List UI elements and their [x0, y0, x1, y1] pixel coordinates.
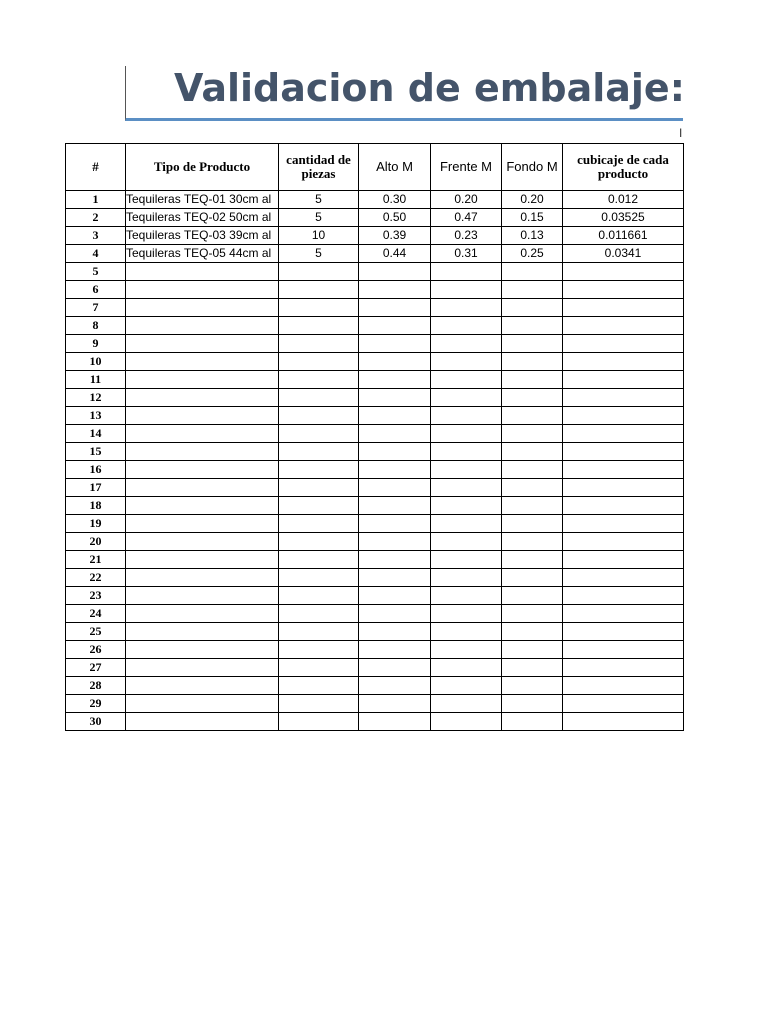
cell-frente[interactable]: [431, 371, 502, 389]
cell-cantidad[interactable]: [279, 659, 359, 677]
cell-num[interactable]: 29: [66, 695, 126, 713]
cell-cantidad[interactable]: [279, 551, 359, 569]
table-row: [66, 659, 684, 677]
cell-fondo[interactable]: [502, 641, 563, 659]
table-row: [66, 569, 684, 587]
table-row: [66, 317, 684, 335]
cell-num[interactable]: 1: [66, 191, 126, 209]
table-row: [66, 533, 684, 551]
cell-cubicaje[interactable]: [563, 695, 684, 713]
table-row: [66, 227, 684, 245]
cell-num[interactable]: 22: [66, 569, 126, 587]
cell-num[interactable]: 9: [66, 335, 126, 353]
cell-cantidad[interactable]: [279, 389, 359, 407]
cell-num[interactable]: 24: [66, 605, 126, 623]
cell-num[interactable]: 15: [66, 443, 126, 461]
cell-alto[interactable]: [359, 263, 431, 281]
cell-cantidad[interactable]: 5: [279, 245, 359, 263]
cell-cubicaje[interactable]: [563, 425, 684, 443]
cell-cubicaje[interactable]: [563, 443, 684, 461]
cell-alto[interactable]: 0.30: [359, 191, 431, 209]
cell-alto[interactable]: [359, 641, 431, 659]
cell-num[interactable]: 25: [66, 623, 126, 641]
cell-frente[interactable]: [431, 461, 502, 479]
cell-frente[interactable]: [431, 389, 502, 407]
cell-tipo-producto[interactable]: [126, 371, 279, 389]
cell-fondo[interactable]: [502, 533, 563, 551]
cell-tipo-producto[interactable]: [126, 641, 279, 659]
cell-cubicaje[interactable]: [563, 713, 684, 731]
cell-frente[interactable]: [431, 695, 502, 713]
cell-fondo[interactable]: 0.25: [502, 245, 563, 263]
cell-tipo-producto[interactable]: [126, 299, 279, 317]
cell-num[interactable]: 2: [66, 209, 126, 227]
cell-frente[interactable]: 0.23: [431, 227, 502, 245]
cell-cubicaje[interactable]: [563, 677, 684, 695]
cell-cubicaje[interactable]: [563, 263, 684, 281]
table-row: [66, 263, 684, 281]
table-row: [66, 191, 684, 209]
packing-table: [65, 143, 684, 731]
cell-frente[interactable]: [431, 335, 502, 353]
cell-cubicaje[interactable]: 0.012: [563, 191, 684, 209]
cell-fondo[interactable]: [502, 587, 563, 605]
cell-tipo-producto[interactable]: [126, 443, 279, 461]
cell-cantidad[interactable]: [279, 641, 359, 659]
cell-num[interactable]: 16: [66, 461, 126, 479]
cell-alto[interactable]: [359, 533, 431, 551]
cell-tipo-producto[interactable]: [126, 713, 279, 731]
table-row: [66, 389, 684, 407]
table-row: [66, 281, 684, 299]
cell-frente[interactable]: [431, 515, 502, 533]
cell-cantidad[interactable]: [279, 371, 359, 389]
cell-fondo[interactable]: [502, 281, 563, 299]
cell-cubicaje[interactable]: 0.03525: [563, 209, 684, 227]
cell-tipo-producto[interactable]: [126, 497, 279, 515]
cell-cantidad[interactable]: [279, 335, 359, 353]
cell-cantidad[interactable]: 10: [279, 227, 359, 245]
cell-num[interactable]: 13: [66, 407, 126, 425]
cell-cantidad[interactable]: [279, 497, 359, 515]
cell-tipo-producto[interactable]: [126, 425, 279, 443]
cell-frente[interactable]: [431, 407, 502, 425]
cell-fondo[interactable]: [502, 479, 563, 497]
cell-cubicaje[interactable]: [563, 515, 684, 533]
cell-tipo-producto[interactable]: [126, 389, 279, 407]
cell-cantidad[interactable]: [279, 623, 359, 641]
cell-tipo-producto[interactable]: [126, 695, 279, 713]
table-row: [66, 695, 684, 713]
cell-cubicaje[interactable]: 0.0341: [563, 245, 684, 263]
cell-fondo[interactable]: [502, 461, 563, 479]
cell-num[interactable]: 11: [66, 371, 126, 389]
cell-fondo[interactable]: [502, 677, 563, 695]
cell-num[interactable]: 14: [66, 425, 126, 443]
cell-tipo-producto[interactable]: Tequileras TEQ-01 30cm al: [126, 191, 279, 209]
cell-cantidad[interactable]: [279, 281, 359, 299]
cell-tipo-producto[interactable]: [126, 407, 279, 425]
cell-alto[interactable]: 0.39: [359, 227, 431, 245]
cell-cantidad[interactable]: [279, 299, 359, 317]
cell-tipo-producto[interactable]: [126, 533, 279, 551]
table-row: [66, 371, 684, 389]
cell-fondo[interactable]: 0.20: [502, 191, 563, 209]
cell-frente[interactable]: [431, 263, 502, 281]
cell-frente[interactable]: [431, 659, 502, 677]
cell-cubicaje[interactable]: [563, 497, 684, 515]
cell-cantidad[interactable]: [279, 605, 359, 623]
cell-fondo[interactable]: [502, 425, 563, 443]
table-row: [66, 209, 684, 227]
cell-num[interactable]: 18: [66, 497, 126, 515]
cell-fondo[interactable]: [502, 263, 563, 281]
table-row: [66, 713, 684, 731]
cell-alto[interactable]: [359, 281, 431, 299]
cell-frente[interactable]: [431, 677, 502, 695]
cell-alto[interactable]: [359, 335, 431, 353]
cell-cantidad[interactable]: [279, 425, 359, 443]
cell-cantidad[interactable]: [279, 317, 359, 335]
table-row: [66, 425, 684, 443]
cell-alto[interactable]: [359, 713, 431, 731]
header-frente[interactable]: Frente M: [431, 144, 502, 191]
clipped-cell-mark: I: [679, 126, 683, 140]
cell-tipo-producto[interactable]: [126, 515, 279, 533]
table-row: [66, 605, 684, 623]
cell-num[interactable]: 7: [66, 299, 126, 317]
cell-cantidad[interactable]: [279, 569, 359, 587]
cell-fondo[interactable]: [502, 551, 563, 569]
cell-alto[interactable]: [359, 461, 431, 479]
cell-cubicaje[interactable]: [563, 317, 684, 335]
cell-cubicaje[interactable]: [563, 371, 684, 389]
cell-fondo[interactable]: [502, 605, 563, 623]
table-row: [66, 551, 684, 569]
cell-tipo-producto[interactable]: [126, 317, 279, 335]
cell-frente[interactable]: [431, 533, 502, 551]
cell-cantidad[interactable]: [279, 695, 359, 713]
cell-cantidad[interactable]: [279, 353, 359, 371]
cell-num[interactable]: 27: [66, 659, 126, 677]
cell-fondo[interactable]: [502, 353, 563, 371]
cell-alto[interactable]: [359, 677, 431, 695]
cell-alto[interactable]: [359, 587, 431, 605]
cell-frente[interactable]: [431, 317, 502, 335]
cell-cantidad[interactable]: [279, 263, 359, 281]
cell-num[interactable]: 12: [66, 389, 126, 407]
cell-cantidad[interactable]: [279, 533, 359, 551]
cell-alto[interactable]: [359, 425, 431, 443]
cell-frente[interactable]: [431, 425, 502, 443]
cell-cubicaje[interactable]: [563, 407, 684, 425]
cell-fondo[interactable]: [502, 659, 563, 677]
cell-cantidad[interactable]: [279, 587, 359, 605]
cell-alto[interactable]: [359, 443, 431, 461]
cell-alto[interactable]: 0.44: [359, 245, 431, 263]
cell-frente[interactable]: 0.31: [431, 245, 502, 263]
cell-cubicaje[interactable]: [563, 533, 684, 551]
cell-fondo[interactable]: [502, 389, 563, 407]
cell-frente[interactable]: [431, 641, 502, 659]
cell-frente[interactable]: [431, 281, 502, 299]
cell-fondo[interactable]: [502, 515, 563, 533]
table-row: [66, 353, 684, 371]
cell-cubicaje[interactable]: 0.011661: [563, 227, 684, 245]
cell-cubicaje[interactable]: [563, 353, 684, 371]
cell-cubicaje[interactable]: [563, 389, 684, 407]
cell-num[interactable]: 17: [66, 479, 126, 497]
table-row: [66, 407, 684, 425]
table-row: [66, 641, 684, 659]
cell-frente[interactable]: 0.47: [431, 209, 502, 227]
cell-frente[interactable]: 0.20: [431, 191, 502, 209]
cell-fondo[interactable]: [502, 623, 563, 641]
table-body: [66, 191, 684, 731]
cell-cubicaje[interactable]: [563, 569, 684, 587]
cell-tipo-producto[interactable]: [126, 479, 279, 497]
cell-alto[interactable]: [359, 515, 431, 533]
cell-cantidad[interactable]: 5: [279, 191, 359, 209]
cell-tipo-producto[interactable]: [126, 569, 279, 587]
table-row: [66, 245, 684, 263]
cell-fondo[interactable]: [502, 407, 563, 425]
table-row: [66, 461, 684, 479]
cell-fondo[interactable]: 0.15: [502, 209, 563, 227]
cell-num[interactable]: 8: [66, 317, 126, 335]
cell-fondo[interactable]: [502, 497, 563, 515]
cell-cubicaje[interactable]: [563, 641, 684, 659]
cell-num[interactable]: 30: [66, 713, 126, 731]
cell-cantidad[interactable]: [279, 713, 359, 731]
cell-alto[interactable]: [359, 389, 431, 407]
cell-cantidad[interactable]: [279, 677, 359, 695]
cell-cubicaje[interactable]: [563, 587, 684, 605]
table-row: [66, 515, 684, 533]
cell-fondo[interactable]: [502, 713, 563, 731]
cell-tipo-producto[interactable]: [126, 659, 279, 677]
cell-tipo-producto[interactable]: [126, 551, 279, 569]
cell-frente[interactable]: [431, 299, 502, 317]
cell-alto[interactable]: [359, 605, 431, 623]
cell-cantidad[interactable]: [279, 479, 359, 497]
cell-alto[interactable]: [359, 623, 431, 641]
cell-frente[interactable]: [431, 605, 502, 623]
cell-frente[interactable]: [431, 587, 502, 605]
page-title: Validacion de embalaje:: [174, 66, 685, 110]
cell-frente[interactable]: [431, 497, 502, 515]
header-row: [66, 144, 684, 191]
cell-num[interactable]: 5: [66, 263, 126, 281]
cell-alto[interactable]: [359, 551, 431, 569]
cell-tipo-producto[interactable]: [126, 281, 279, 299]
cell-frente[interactable]: [431, 443, 502, 461]
cell-fondo[interactable]: [502, 371, 563, 389]
cell-alto[interactable]: [359, 569, 431, 587]
cell-alto[interactable]: [359, 407, 431, 425]
cell-tipo-producto[interactable]: Tequileras TEQ-02 50cm al: [126, 209, 279, 227]
cell-num[interactable]: 28: [66, 677, 126, 695]
cell-tipo-producto[interactable]: [126, 263, 279, 281]
cell-fondo[interactable]: 0.13: [502, 227, 563, 245]
cell-frente[interactable]: [431, 551, 502, 569]
table-row: [66, 587, 684, 605]
cell-num[interactable]: 23: [66, 587, 126, 605]
cell-alto[interactable]: [359, 317, 431, 335]
cell-cubicaje[interactable]: [563, 299, 684, 317]
cell-num[interactable]: 26: [66, 641, 126, 659]
cell-frente[interactable]: [431, 569, 502, 587]
cell-tipo-producto[interactable]: [126, 605, 279, 623]
cell-cantidad[interactable]: [279, 443, 359, 461]
cell-num[interactable]: 3: [66, 227, 126, 245]
cell-frente[interactable]: [431, 479, 502, 497]
cell-cantidad[interactable]: [279, 515, 359, 533]
cell-frente[interactable]: [431, 713, 502, 731]
cell-num[interactable]: 21: [66, 551, 126, 569]
cell-cubicaje[interactable]: [563, 281, 684, 299]
cell-alto[interactable]: [359, 353, 431, 371]
header-alto[interactable]: Alto M: [359, 144, 431, 191]
cell-tipo-producto[interactable]: Tequileras TEQ-03 39cm al: [126, 227, 279, 245]
cell-cantidad[interactable]: 5: [279, 209, 359, 227]
cell-cubicaje[interactable]: [563, 551, 684, 569]
cell-tipo-producto[interactable]: Tequileras TEQ-05 44cm al: [126, 245, 279, 263]
cell-tipo-producto[interactable]: [126, 587, 279, 605]
cell-alto[interactable]: [359, 299, 431, 317]
cell-cubicaje[interactable]: [563, 605, 684, 623]
table-row: [66, 443, 684, 461]
cell-fondo[interactable]: [502, 569, 563, 587]
title-area: [125, 66, 683, 121]
cell-fondo[interactable]: [502, 443, 563, 461]
cell-frente[interactable]: [431, 623, 502, 641]
cell-fondo[interactable]: [502, 299, 563, 317]
header-fondo[interactable]: Fondo M: [502, 144, 563, 191]
table-row: [66, 677, 684, 695]
cell-cubicaje[interactable]: [563, 659, 684, 677]
table-row: [66, 299, 684, 317]
cell-alto[interactable]: [359, 371, 431, 389]
cell-tipo-producto[interactable]: [126, 677, 279, 695]
cell-cubicaje[interactable]: [563, 461, 684, 479]
cell-fondo[interactable]: [502, 317, 563, 335]
table-row: [66, 335, 684, 353]
cell-fondo[interactable]: [502, 695, 563, 713]
cell-tipo-producto[interactable]: [126, 335, 279, 353]
cell-tipo-producto[interactable]: [126, 353, 279, 371]
cell-alto[interactable]: 0.50: [359, 209, 431, 227]
cell-cantidad[interactable]: [279, 461, 359, 479]
cell-fondo[interactable]: [502, 335, 563, 353]
cell-tipo-producto[interactable]: [126, 623, 279, 641]
cell-alto[interactable]: [359, 497, 431, 515]
cell-num[interactable]: 4: [66, 245, 126, 263]
cell-alto[interactable]: [359, 659, 431, 677]
cell-num[interactable]: 19: [66, 515, 126, 533]
cell-cubicaje[interactable]: [563, 623, 684, 641]
cell-tipo-producto[interactable]: [126, 461, 279, 479]
cell-alto[interactable]: [359, 695, 431, 713]
header-cantidad[interactable]: cantidad de piezas: [279, 144, 359, 191]
cell-cubicaje[interactable]: [563, 335, 684, 353]
cell-num[interactable]: 20: [66, 533, 126, 551]
table-row: [66, 479, 684, 497]
table-row: [66, 623, 684, 641]
cell-num[interactable]: 10: [66, 353, 126, 371]
cell-alto[interactable]: [359, 479, 431, 497]
cell-frente[interactable]: [431, 353, 502, 371]
header-tipo-producto[interactable]: Tipo de Producto: [126, 144, 279, 191]
cell-cubicaje[interactable]: [563, 479, 684, 497]
header-num[interactable]: #: [66, 144, 126, 191]
cell-num[interactable]: 6: [66, 281, 126, 299]
table-row: [66, 497, 684, 515]
cell-cantidad[interactable]: [279, 407, 359, 425]
header-cubicaje[interactable]: cubicaje de cada producto: [563, 144, 684, 191]
